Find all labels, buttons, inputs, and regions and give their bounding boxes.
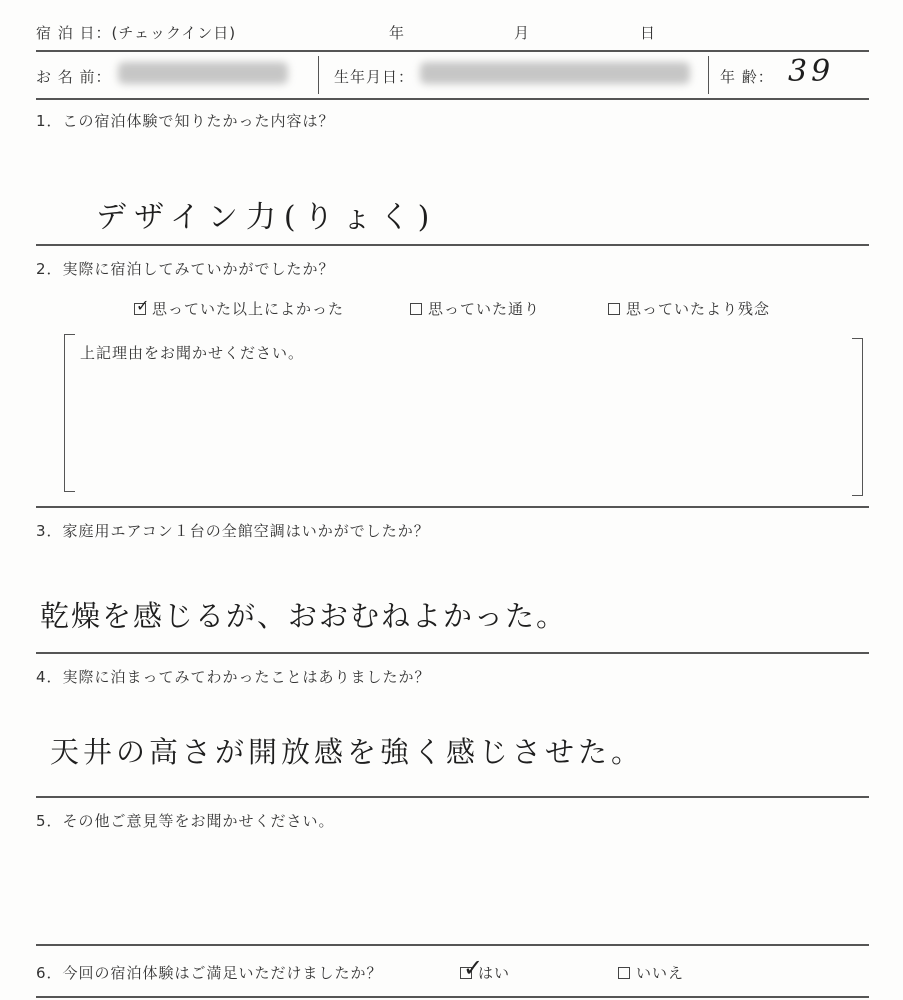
- divider-line: [708, 56, 709, 94]
- option-as-expected[interactable]: [410, 298, 540, 319]
- checkbox[interactable]: [410, 303, 422, 315]
- option-label: 思っていたより残念: [626, 300, 771, 318]
- redacted-dob: [420, 62, 690, 84]
- option-label: はい: [478, 964, 511, 982]
- age-label: 年 齢：: [720, 68, 774, 86]
- divider-line: [36, 796, 869, 798]
- divider-line: [36, 50, 869, 52]
- q4-question: 4．実際に泊まってみてわかったことはありましたか？: [36, 668, 431, 686]
- option-yes[interactable]: [460, 954, 511, 983]
- day-label: 日: [640, 24, 657, 42]
- check-mark-icon: ✓: [463, 954, 485, 982]
- divider-line: [318, 56, 319, 94]
- q5-question: 5．その他ご意見等をお聞かせください。: [36, 812, 335, 830]
- q3-question: 3．家庭用エアコン１台の全館空調はいかがでしたか？: [36, 522, 430, 540]
- year-label: 年: [389, 24, 406, 42]
- q1-question: 1．この宿泊体験で知りたかった内容は？: [36, 112, 335, 130]
- redacted-name: [118, 62, 288, 84]
- q3-answer: 乾燥を感じるが、おおむねよかった。: [40, 599, 568, 633]
- checkbox[interactable]: [608, 303, 620, 315]
- q4-answer: 天井の高さが開放感を強く感じさせた。: [50, 735, 645, 769]
- reason-box-left-bracket: [64, 334, 75, 492]
- option-no[interactable]: [618, 962, 684, 983]
- option-better-than-expected[interactable]: [134, 298, 344, 319]
- q1-answer: デザイン力(りょく): [96, 200, 438, 235]
- reason-prompt: 上記理由をお聞かせください。: [80, 344, 305, 362]
- reason-box-right-bracket: [852, 338, 863, 496]
- name-label: お 名 前：: [36, 68, 112, 86]
- option-label: 思っていた通り: [428, 300, 541, 318]
- stay-date-label: 宿 泊 日：(チェックイン日): [36, 24, 237, 42]
- divider-line: [36, 996, 869, 998]
- divider-line: [36, 506, 869, 508]
- divider-line: [36, 944, 869, 946]
- dob-label: 生年月日：: [334, 68, 415, 86]
- q6-question: 6．今回の宿泊体験はご満足いただけましたか？: [36, 964, 383, 982]
- checkbox[interactable]: [618, 967, 630, 979]
- option-label: いいえ: [636, 964, 685, 982]
- divider-line: [36, 98, 869, 100]
- check-mark-icon: ✓: [136, 296, 151, 315]
- month-label: 月: [514, 24, 531, 42]
- checkbox[interactable]: [134, 296, 151, 315]
- q2-question: 2．実際に宿泊してみていかがでしたか？: [36, 260, 335, 278]
- divider-line: [36, 244, 869, 246]
- checkbox[interactable]: [460, 954, 485, 982]
- option-worse-than-expected[interactable]: [608, 298, 770, 319]
- option-label: 思っていた以上によかった: [152, 300, 345, 318]
- age-value: 39: [788, 54, 835, 89]
- divider-line: [36, 652, 869, 654]
